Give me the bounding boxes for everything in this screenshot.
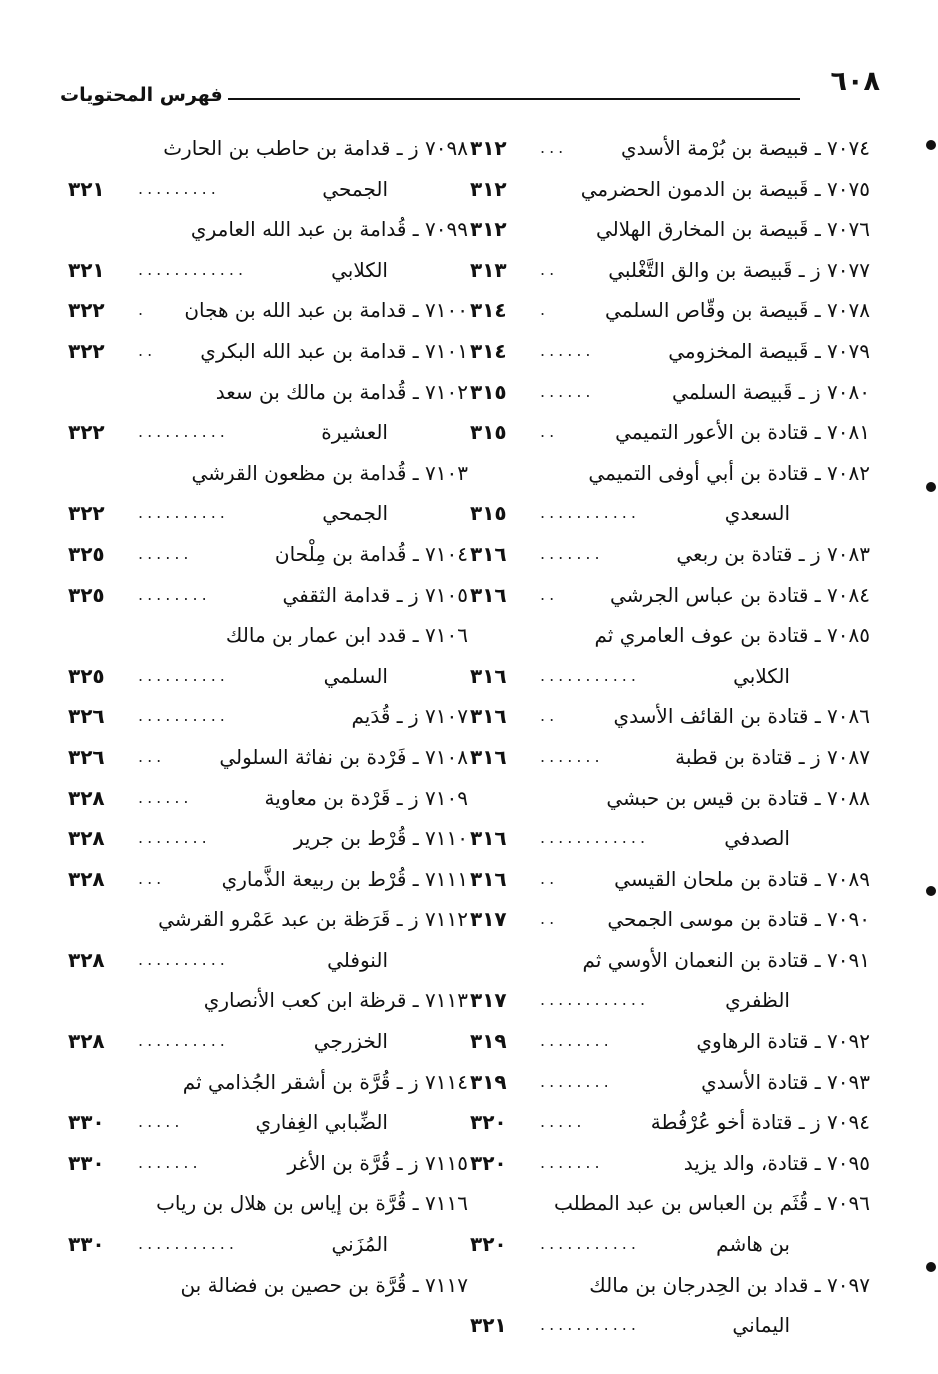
entry-page-number: ٣١٦: [470, 826, 507, 851]
entry-continuation: المُزَني: [331, 1232, 388, 1257]
leader-dots: ..........: [138, 422, 229, 442]
toc-entry: [68, 980, 468, 1021]
toc-entry: [470, 778, 870, 819]
toc-entry: [470, 1021, 870, 1062]
entry-title: ٧٠٩١ ـ قتادة بن النعمان الأوسي ثم: [582, 947, 870, 972]
leader-dots: ..........: [138, 665, 229, 685]
entry-page-number: ٣٣٠: [68, 1110, 105, 1135]
entry-page-number: ٣٢٥: [68, 541, 105, 566]
toc-entry: [470, 1183, 870, 1224]
leader-dots: ............: [540, 828, 650, 848]
entry-title: ٧٠٩٥ ـ قتادة، والد يزيد: [683, 1150, 870, 1175]
entry-continuation: اليماني: [732, 1313, 790, 1338]
entry-page-number: ٣٢٠: [470, 1110, 507, 1135]
entry-title: ٧٠٨٧ ز ـ قتادة بن قطبة: [675, 744, 870, 769]
entry-page-number: ٣١٤: [470, 298, 507, 323]
entry-title: ٧٠٩٧ ـ قداد بن الحِدرجان بن مالك: [589, 1272, 870, 1297]
entry-page-number: ٣١٦: [470, 541, 507, 566]
entry-continuation: العشيرة: [321, 420, 388, 445]
entry-title: ٧٠٨١ ـ قتادة بن الأعور التميمي: [615, 420, 870, 445]
leader-dots: .......: [138, 1152, 202, 1172]
entry-page-number: ٣١٩: [470, 1029, 507, 1054]
entry-page-number: ٣١٦: [470, 704, 507, 729]
entry-page-number: ٣١٢: [470, 176, 507, 201]
entry-title: ٧٠٩٢ ـ قتادة الرهاوي: [696, 1029, 870, 1054]
entry-title: ٧٠٩٩ ـ قُدامة بن عبد الله العامري: [190, 217, 468, 242]
toc-entry: [470, 453, 870, 494]
entry-title: ٧١٠٨ ـ فَرْدة بن نفاثة السلولي: [219, 744, 468, 769]
entry-page-number: ٣١٦: [470, 744, 507, 769]
toc-entry: [68, 534, 468, 575]
toc-entry: [470, 1143, 870, 1184]
entry-title: ٧٠٨٩ ـ قتادة بن ملحان القيسي: [614, 866, 870, 891]
entry-page-number: ٣٣٠: [68, 1232, 105, 1257]
leader-dots: ............: [540, 990, 650, 1010]
entry-page-number: ٣٢٦: [68, 704, 105, 729]
entry-page-number: ٣٣٠: [68, 1150, 105, 1175]
toc-entry: [68, 1021, 468, 1062]
entry-continuation: الضِّبابي الغِفاري: [255, 1110, 388, 1135]
entry-title: ٧١١٢ ز ـ قَرَظة بن عبد عَمْرو القرشي: [158, 907, 468, 932]
leader-dots: .......: [540, 543, 604, 563]
entry-title: ٧١٠٩ ز ـ قَرْدة بن معاوية: [264, 785, 468, 810]
toc-entry: [470, 737, 870, 778]
entry-page-number: ٣٢٠: [470, 1150, 507, 1175]
toc-entry: [470, 656, 870, 697]
entry-title: ٧٠٨٣ ز ـ قتادة بن ربعي: [676, 541, 870, 566]
entry-continuation: الكلابي: [733, 663, 790, 688]
entry-title: ٧٠٧٦ ـ قَبيصة بن المخارق الهلالي: [595, 217, 870, 242]
toc-entry: [68, 169, 468, 210]
contents-column-right: [470, 128, 870, 1346]
toc-entry: [470, 1305, 870, 1346]
leader-dots: .: [540, 300, 550, 320]
leader-dots: ...........: [540, 503, 640, 523]
toc-entry: [68, 778, 468, 819]
margin-mark: [926, 1262, 936, 1272]
toc-entry: [68, 656, 468, 697]
leader-dots: ...: [138, 868, 166, 888]
toc-entry: [470, 818, 870, 859]
entry-continuation: الجمحي: [322, 501, 388, 526]
entry-title: ٧٠٧٨ ـ قَبيصة بن وقّاص السلمي: [605, 298, 870, 323]
toc-entry: [470, 169, 870, 210]
leader-dots: ..: [540, 706, 559, 726]
entry-title: ٧٠٨٨ ـ قتادة بن قيس بن حبشي: [606, 785, 870, 810]
entry-title: ٧٠٩٦ ـ قُثَم بن العباس بن عبد المطلب: [553, 1191, 870, 1216]
entry-continuation: الصدفي: [724, 826, 790, 851]
entry-page-number: ٣١٢: [470, 217, 507, 242]
entry-page-number: ٣١٣: [470, 257, 507, 282]
toc-entry: [470, 696, 870, 737]
entry-page-number: ٣١٥: [470, 420, 507, 445]
entry-page-number: ٣١٩: [470, 1069, 507, 1094]
leader-dots: ........: [138, 828, 211, 848]
entry-continuation: النوفلي: [327, 947, 388, 972]
entry-continuation: بن هاشم: [716, 1232, 790, 1257]
entry-title: ٧١٠٣ ـ قُدامة بن مظعون القرشي: [191, 460, 468, 485]
leader-dots: ...: [540, 138, 568, 157]
entry-title: ٧٠٨٢ ـ قتادة بن أبي أوفى التميمي: [588, 460, 870, 485]
entry-page-number: ٣٢٥: [68, 663, 105, 688]
entry-title: ٧٠٧٥ ـ قَبيصة بن الدمون الحضرمي: [580, 176, 870, 201]
toc-entry: [68, 575, 468, 616]
entry-page-number: ٣٢٨: [68, 1029, 105, 1054]
entry-title: ٧٠٨٦ ـ قتادة بن القائف الأسدي: [613, 704, 870, 729]
leader-dots: ..........: [138, 503, 229, 523]
toc-entry: [68, 1224, 468, 1265]
toc-entry: [470, 493, 870, 534]
entry-page-number: ٣١٤: [470, 338, 507, 363]
toc-entry: [470, 290, 870, 331]
entry-continuation: الظفري: [725, 988, 790, 1013]
leader-dots: .........: [138, 178, 220, 198]
entry-title: ٧١١٦ ـ قُرَّة بن إياس بن هلال بن رياب: [156, 1191, 468, 1216]
leader-dots: ...........: [540, 1315, 640, 1335]
toc-entry: [68, 250, 468, 291]
leader-dots: ..: [540, 422, 559, 442]
toc-entry: [68, 372, 468, 413]
entry-page-number: ٣٢٢: [68, 420, 105, 445]
leader-dots: .......: [540, 746, 604, 766]
toc-entry: [470, 1062, 870, 1103]
toc-entry: [68, 818, 468, 859]
entry-continuation: السلمي: [323, 663, 388, 688]
toc-entry: [470, 1224, 870, 1265]
entry-title: ٧٠٩٣ ـ قتادة الأسدي: [701, 1069, 870, 1094]
entry-title: ٧١١٤ ز ـ قُرَّة بن أشقر الجُذامي ثم: [182, 1069, 468, 1094]
entry-page-number: ٣١٥: [470, 501, 507, 526]
entry-title: ٧٠٩٨ ز ـ قدامة بن حاطب بن الحارث: [163, 136, 468, 160]
toc-entry: [68, 1062, 468, 1103]
entry-page-number: ٣٢٨: [68, 826, 105, 851]
entry-title: ٧١١٣ ـ قرظة ابن كعب الأنصاري: [203, 988, 468, 1013]
toc-entry: [470, 331, 870, 372]
entry-title: ٧١٠٢ ـ قُدامة بن مالك بن سعد: [215, 379, 468, 404]
leader-dots: ........: [138, 584, 211, 604]
entry-page-number: ٣٢٥: [68, 582, 105, 607]
entry-page-number: ٣٢١: [68, 176, 105, 201]
toc-entry: [68, 331, 468, 372]
entry-page-number: ٣٢٨: [68, 947, 105, 972]
leader-dots: .: [138, 300, 148, 320]
entry-title: ٧٠٩٠ ـ قتادة بن موسى الجمحي: [607, 907, 870, 932]
entry-title: ٧١٠٧ ز ـ قُدَيم: [351, 704, 468, 729]
leader-dots: .....: [540, 1112, 586, 1132]
toc-entry: [470, 575, 870, 616]
entry-title: ٧٠٨٠ ز ـ قَبيصة السلمي: [672, 379, 870, 404]
leader-dots: ..: [540, 259, 559, 279]
toc-entry: [68, 128, 468, 169]
toc-entry: [470, 1265, 870, 1306]
leader-dots: ...........: [540, 665, 640, 685]
leader-dots: ..: [540, 868, 559, 888]
entry-page-number: ٣١٦: [470, 582, 507, 607]
entry-title: ٧١٠٦ ـ قدد ابن عمار بن مالك: [225, 623, 468, 648]
entry-title: ٧١١١ ـ قُرْط بن ربيعة الذَّماري: [221, 866, 468, 891]
entry-page-number: ٣١٥: [470, 379, 507, 404]
entry-page-number: ٣٢٦: [68, 744, 105, 769]
leader-dots: ...........: [138, 1234, 238, 1254]
toc-entry: [68, 1183, 468, 1224]
leader-dots: ........: [540, 1071, 613, 1091]
entry-title: ٧٠٨٥ ـ قتادة بن عوف العامري ثم: [594, 623, 870, 648]
toc-entry: [68, 453, 468, 494]
entry-continuation: السعدي: [724, 501, 790, 526]
entry-title: ٧٠٧٩ ـ قَبيصة المخزومي: [668, 338, 870, 363]
contents-column-left: [68, 128, 468, 1305]
entry-page-number: ٣٢٠: [470, 1232, 507, 1257]
entry-title: ٧١٠١ ـ قدامة بن عبد الله البكري: [200, 338, 468, 363]
toc-entry: [470, 128, 870, 169]
toc-entry: [68, 859, 468, 900]
toc-entry: [470, 372, 870, 413]
running-title: فهرس المحتويات: [60, 84, 223, 106]
entry-title: ٧١١٥ ز ـ قُرَّة بن الأغر: [287, 1150, 468, 1175]
entry-page-number: ٣٢٨: [68, 866, 105, 891]
toc-entry: [68, 209, 468, 250]
margin-mark: [926, 886, 936, 896]
toc-entry: [470, 859, 870, 900]
toc-entry: [68, 737, 468, 778]
entry-continuation: الكلابي: [331, 257, 388, 282]
toc-entry: [68, 493, 468, 534]
entry-page-number: ٣١٧: [470, 988, 507, 1013]
entry-page-number: ٣٢٨: [68, 785, 105, 810]
toc-entry: [68, 615, 468, 656]
entry-title: ٧١١٠ ـ قُرْط بن جرير: [293, 826, 468, 851]
leader-dots: ......: [540, 381, 595, 401]
toc-entry: [68, 899, 468, 940]
toc-entry: [68, 1265, 468, 1306]
entry-page-number: ٣٢٢: [68, 501, 105, 526]
entry-page-number: ٣٢١: [470, 1313, 507, 1338]
toc-entry: [470, 412, 870, 453]
entry-page-number: ٣٢١: [68, 257, 105, 282]
toc-entry: [470, 250, 870, 291]
margin-mark: [926, 482, 936, 492]
toc-entry: [68, 1102, 468, 1143]
leader-dots: ..: [138, 340, 157, 360]
toc-entry: [470, 534, 870, 575]
entry-page-number: ٣٢٢: [68, 298, 105, 323]
header-rule: [228, 98, 800, 100]
toc-entry: [68, 290, 468, 331]
entry-continuation: الخزرجي: [313, 1029, 388, 1054]
toc-entry: [68, 412, 468, 453]
leader-dots: ............: [138, 259, 248, 279]
toc-entry: [470, 899, 870, 940]
entry-title: ٧٠٧٧ ز ـ قَبيصة بن والق التَّغْلبي: [608, 257, 870, 282]
entry-title: ٧٠٩٤ ز ـ قتادة أخو عُرْفُطة: [650, 1110, 870, 1135]
toc-entry: [68, 940, 468, 981]
entry-page-number: ٣٢٢: [68, 338, 105, 363]
leader-dots: ..: [540, 909, 559, 929]
page-header: [60, 66, 880, 106]
leader-dots: ......: [540, 340, 595, 360]
entry-title: ٧١١٧ ـ قُرَّة بن حصين بن فضالة بن: [180, 1272, 468, 1297]
toc-entry: [470, 209, 870, 250]
entry-page-number: ٣١٦: [470, 663, 507, 688]
entry-title: ٧١٠٤ ـ قُدامة بن مِلْحان: [274, 541, 468, 566]
toc-entry: [68, 1143, 468, 1184]
margin-mark: [926, 140, 936, 150]
entry-title: ٧١٠٠ ـ قدامة بن عبد الله بن هجان: [184, 298, 468, 323]
leader-dots: ..........: [138, 1031, 229, 1051]
leader-dots: ..........: [138, 949, 229, 969]
toc-entry: [470, 980, 870, 1021]
leader-dots: ..........: [138, 706, 229, 726]
entry-page-number: ٣١٦: [470, 866, 507, 891]
leader-dots: .....: [138, 1112, 184, 1132]
entry-page-number: ٣١٧: [470, 907, 507, 932]
leader-dots: ...........: [540, 1234, 640, 1254]
leader-dots: ........: [540, 1031, 613, 1051]
leader-dots: ......: [138, 543, 193, 563]
leader-dots: ......: [138, 787, 193, 807]
toc-entry: [470, 940, 870, 981]
toc-entry: [470, 615, 870, 656]
leader-dots: .......: [540, 1152, 604, 1172]
leader-dots: ...: [138, 746, 166, 766]
entry-continuation: الجمحي: [322, 176, 388, 201]
leader-dots: ..: [540, 584, 559, 604]
entry-title: ٧١٠٥ ز ـ قدامة الثقفي: [282, 582, 468, 607]
page-number: ٦٠٨: [830, 66, 880, 97]
entry-title: ٧٠٧٤ ـ قبيصة بن بُرْمة الأسدي: [620, 136, 870, 160]
entry-page-number: ٣١٢: [470, 136, 507, 160]
toc-entry: [470, 1102, 870, 1143]
toc-entry: [68, 696, 468, 737]
entry-title: ٧٠٨٤ ـ قتادة بن عباس الجرشي: [610, 582, 870, 607]
